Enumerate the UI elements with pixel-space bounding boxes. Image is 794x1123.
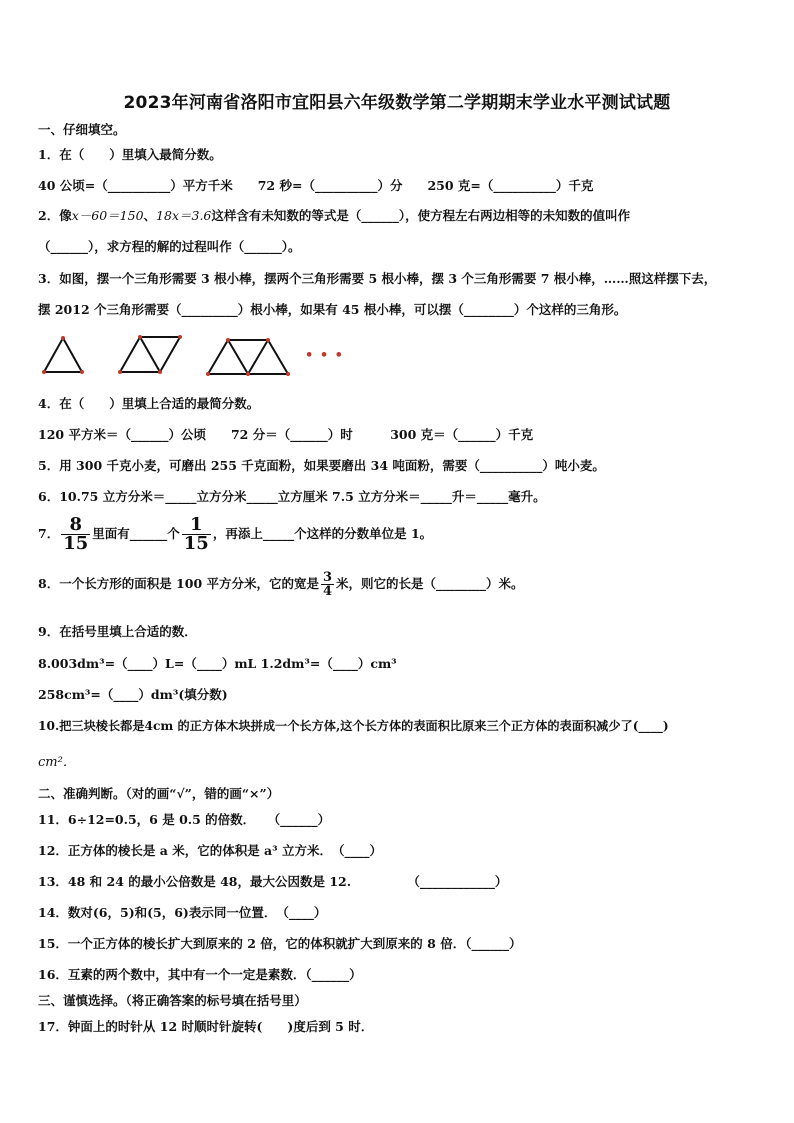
question-2-equation-2: 18x＝3.6 [156, 208, 212, 223]
question-8 [38, 566, 524, 602]
three-triangles [208, 340, 288, 374]
fraction-denominator: 4 [323, 584, 333, 599]
fraction-numerator: 3 [323, 570, 333, 585]
question-14: 14．数对(6，5)和(5，6)表示同一位置． （____） [38, 905, 327, 920]
question-9-line-1: 8.003dm³=（____）L=（____）mL 1.2dm³=（____）cm³ [38, 656, 397, 671]
section-3-heading: 三、谨慎选择。（将正确答案的标号填在括号里） [38, 993, 307, 1008]
question-1-stem: 1．在（ ）里填入最简分数。 [38, 147, 222, 162]
question-10-line-1: 10.把三块棱长都是4cm 的正方体木块拼成一个长方体,这个长方体的表面积比原来三个正方体的表面积减少了(____) [38, 719, 669, 733]
two-triangles [120, 337, 180, 372]
question-2-line-2: （______），求方程的解的过程叫作（______）。 [38, 239, 301, 254]
question-13: 13．48 和 24 的最小公倍数是 48，最大公因数是 12. （____________） [38, 874, 508, 889]
fraction-denominator: 15 [183, 533, 209, 554]
question-7-suffix: ，再添上_____个这样的分数单位是 1。 [212, 526, 433, 541]
question-12: 12．正方体的棱长是 a 米，它的体积是 a³ 立方米． （____） [38, 843, 382, 858]
section-1-heading: 一、仔细填空。 [38, 122, 126, 137]
question-3-line-2: 摆 2012 个三角形需要（_________）根小棒，如果有 45 根小棒，可以摆（________）个这样的三角形。 [38, 302, 627, 317]
fraction-1-15 [182, 516, 211, 553]
one-triangle [44, 338, 82, 372]
question-16: 16．互素的两个数中，其中有一个一定是素数．（______） [38, 967, 362, 982]
question-2-line-1 [38, 208, 630, 224]
question-6: 6．10.75 立方分米＝_____立方分米_____立方厘米 7.5 立方分米＝_____升＝_____毫升。 [38, 489, 546, 504]
fraction-numerator: 1 [190, 514, 203, 535]
question-17: 17．钟面上的时针从 12 时顺时针旋转( )度后到 5 时． [38, 1019, 374, 1034]
question-4-line: 120 平方米＝（______）公顷 72 分＝（______）时 300 克＝（______）千克 [38, 427, 534, 442]
fraction-3-4 [321, 571, 334, 598]
fraction-8-15 [61, 516, 90, 553]
question-15: 15．一个正方体的棱长扩大到原来的 2 倍，它的体积就扩大到原来的 8 倍．（______） [38, 936, 522, 951]
question-7-middle: 里面有______个 [92, 526, 180, 541]
question-5: 5．用 300 千克小麦，可磨出 255 千克面粉，如果要磨出 34 吨面粉，需要（__________）吨小麦。 [38, 458, 605, 473]
question-2-equation-1: x－60＝150 [71, 208, 144, 223]
question-7 [38, 514, 432, 554]
page-title: 2023年河南省洛阳市宜阳县六年级数学第二学期期末学业水平测试试题 [123, 93, 671, 113]
question-2-separator: 、 [143, 208, 157, 223]
question-2-prefix: 2．像 [38, 208, 72, 223]
question-2-text: 这样含有未知数的等式是（______），使方程左右两边相等的未知数的值叫作 [211, 208, 631, 223]
question-7-prefix: 7． [38, 526, 60, 541]
question-8-suffix: 米，则它的长是（________）米。 [336, 576, 524, 591]
fraction-denominator: 15 [63, 533, 89, 554]
section-2-heading: 二、准确判断。（对的画“√”，错的画“×”） [38, 786, 280, 801]
question-1-line: 40 公顷=（__________）平方千米 72 秒=（__________）分 250 克=（__________）千克 [38, 178, 594, 193]
question-8-prefix: 8．一个长方形的面积是 100 平方分米，它的宽是 [38, 576, 319, 591]
question-10-unit: cm²． [38, 755, 76, 770]
question-9-line-2: 258cm³=（____）dm³(填分数) [38, 687, 228, 702]
question-9-stem: 9．在括号里填上合适的数． [38, 624, 197, 639]
question-11: 11．6÷12=0.5，6 是 0.5 的倍数． （______） [38, 812, 331, 827]
question-3-line-1: 3．如图，摆一个三角形需要 3 根小棒，摆两个三角形需要 5 根小棒，摆 3 个三角形需要 7 根小棒，……照这样摆下去， [38, 271, 717, 286]
one-triangle-joints [42, 336, 84, 374]
continuation-dots: • • • [305, 348, 344, 363]
fraction-numerator: 8 [69, 514, 82, 535]
question-4-stem: 4．在（ ）里填上合适的最简分数。 [38, 396, 260, 411]
